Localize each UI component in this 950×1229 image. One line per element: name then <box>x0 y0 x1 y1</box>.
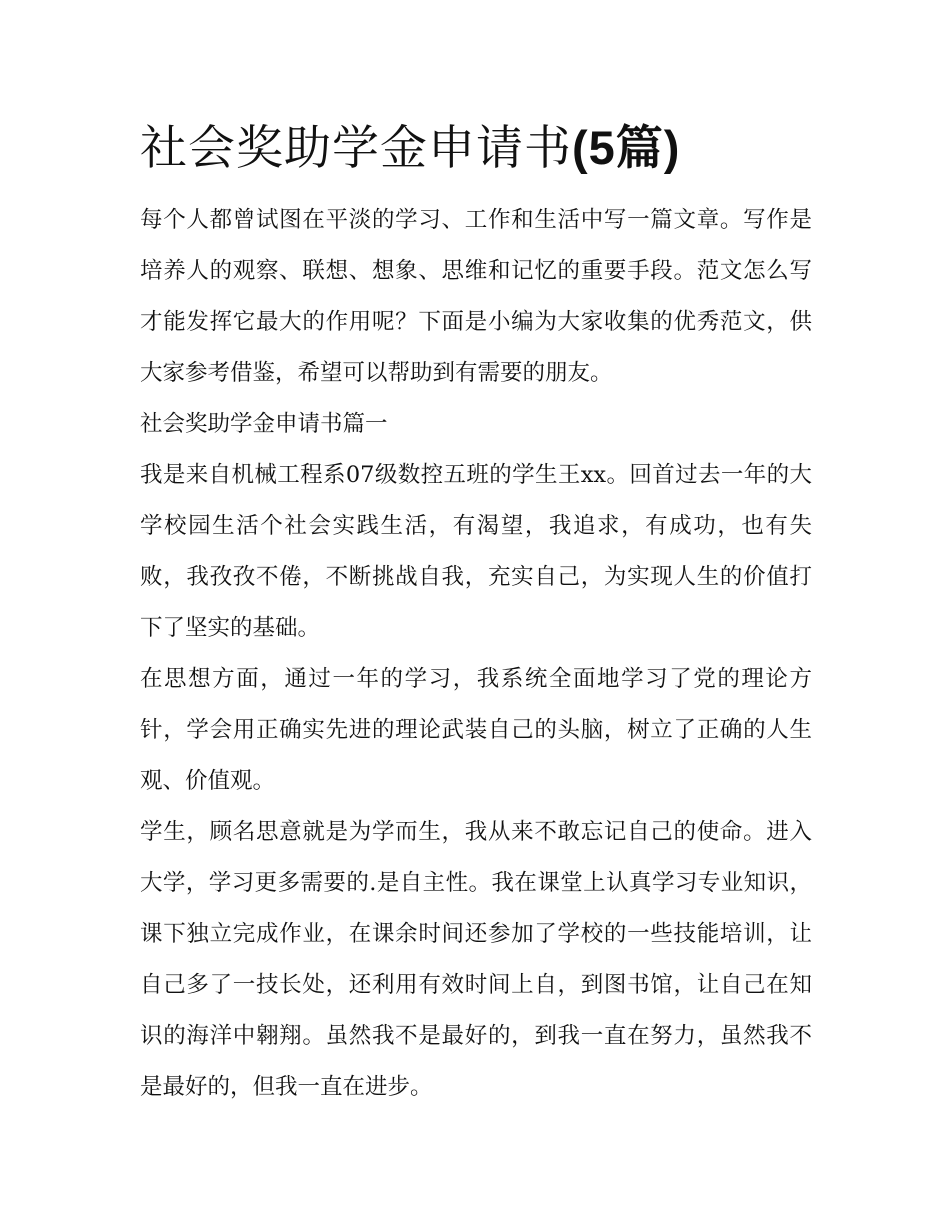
body-paragraph: 我是来自机械工程系07级数控五班的学生王xx。回首过去一年的大学校园生活个社会实践生活，有渴望，我追求，有成功，也有失败，我孜孜不倦，不断挑战自我，充实自己，为实现人生的价值打下了坚实的基础。 <box>140 462 812 641</box>
document-title <box>140 118 812 179</box>
document-body <box>140 195 812 1113</box>
section-heading: 社会奖助学金申请书篇一 <box>140 411 388 437</box>
body-paragraph: 学生，顾名思意就是为学而生，我从来不敢忘记自己的使命。进入大学，学习更多需要的.是自主性。我在课堂上认真学习专业知识，课下独立完成作业，在课余时间还参加了学校的一些技能培训，让自己多了一技长处，还利用有效时间上自，到图书馆，让自己在知识的海洋中翱翔。虽然我不是最好的，到我一直在努力，虽然我不是最好的，但我一直在进步。 <box>140 819 812 1100</box>
document-title-suffix: (5篇) <box>572 121 681 174</box>
document-content <box>140 118 812 1113</box>
body-paragraph: 在思想方面，通过一年的学习，我系统全面地学习了党的理论方针，学会用正确实先进的理论武装自己的头脑，树立了正确的人生观、价值观。 <box>140 666 812 794</box>
document-title-text: 社会奖助学金申请书 <box>140 121 572 176</box>
intro-paragraph: 每个人都曾试图在平淡的学习、工作和生活中写一篇文章。写作是培养人的观察、联想、想象、思维和记忆的重要手段。范文怎么写才能发挥它最大的作用呢？下面是小编为大家收集的优秀范文，供大家参考借鉴，希望可以帮助到有需要的朋友。 <box>140 207 812 386</box>
